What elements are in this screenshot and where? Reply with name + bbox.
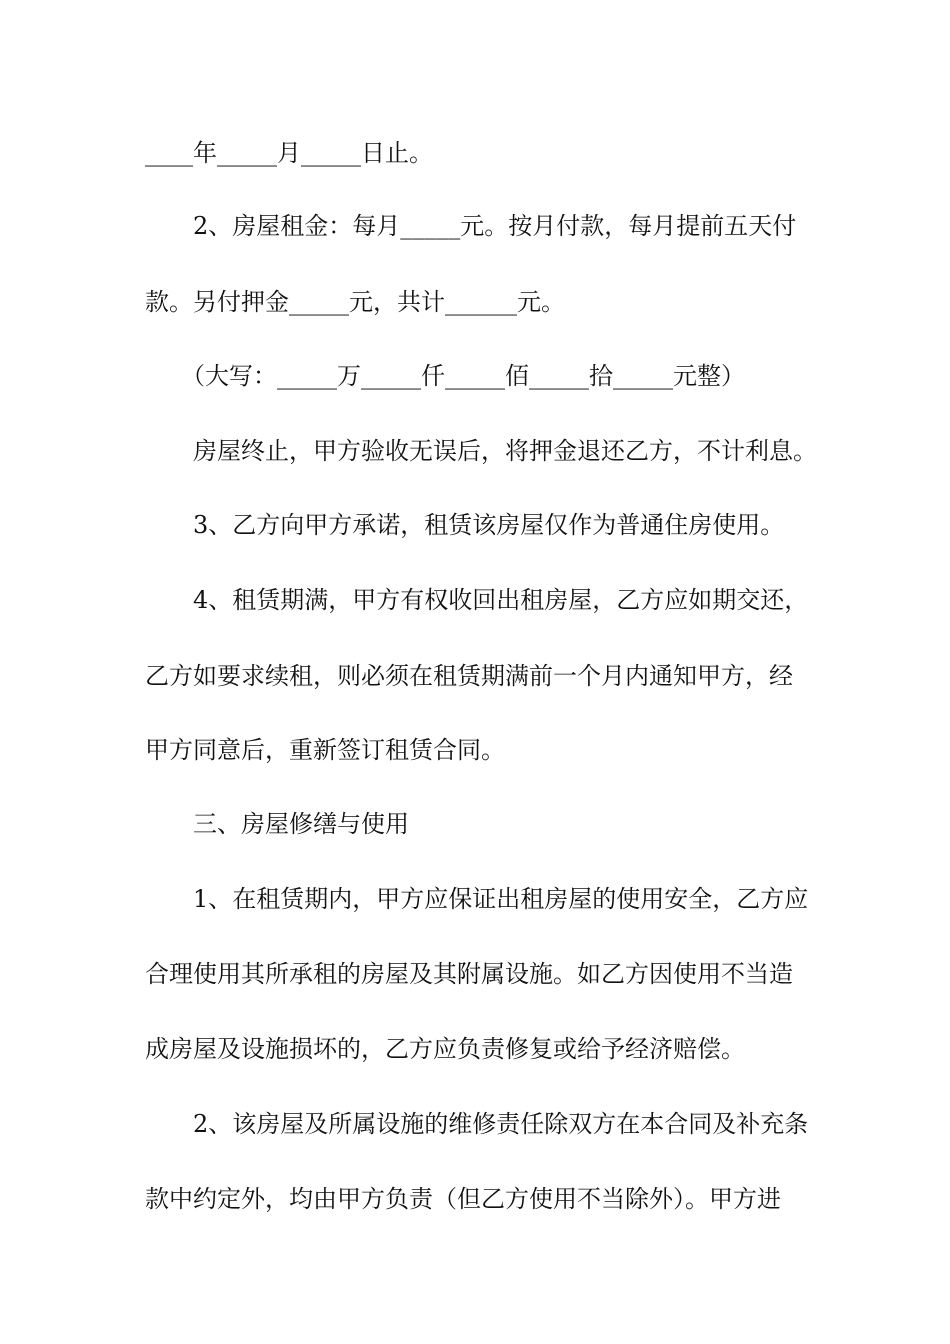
text-line-repair-1: 1、在租赁期内，甲方应保证出租房屋的使用安全，乙方应 <box>193 885 809 913</box>
text-line-end-date: ____年_____月_____日止。 <box>145 139 433 167</box>
text-line-amount-in-words: （大写：_____万_____仟_____佰_____拾_____元整） <box>181 362 745 390</box>
section-heading: 三、房屋修缮与使用 <box>193 810 409 838</box>
text-line-repair-2-cont: 款中约定外，均由甲方负责（但乙方使用不当除外）。甲方进 <box>145 1185 781 1213</box>
text-line-rent: 2、房屋租金：每月_____元。按月付款，每月提前五天付 <box>193 212 797 240</box>
text-line-repair-1-cont: 合理使用其所承租的房屋及其附属设施。如乙方因使用不当造 <box>145 960 793 988</box>
text-line-deposit-refund: 房屋终止，甲方验收无误后，将押金退还乙方，不计利息。 <box>193 437 817 465</box>
text-line-clause-4-end: 甲方同意后，重新签订租赁合同。 <box>145 736 505 764</box>
text-line-deposit: 款。另付押金_____元，共计______元。 <box>145 288 565 316</box>
text-line-repair-1-end: 成房屋及设施损坏的，乙方应负责修复或给予经济赔偿。 <box>145 1035 745 1063</box>
text-line-clause-4-cont: 乙方如要求续租，则必须在租赁期满前一个月内通知甲方，经 <box>145 662 793 690</box>
text-line-repair-2: 2、该房屋及所属设施的维修责任除双方在本合同及补充条 <box>193 1110 809 1138</box>
text-line-clause-3: 3、乙方向甲方承诺，租赁该房屋仅作为普通住房使用。 <box>193 511 785 539</box>
text-line-clause-4: 4、租赁期满，甲方有权收回出租房屋，乙方应如期交还， <box>193 586 809 614</box>
